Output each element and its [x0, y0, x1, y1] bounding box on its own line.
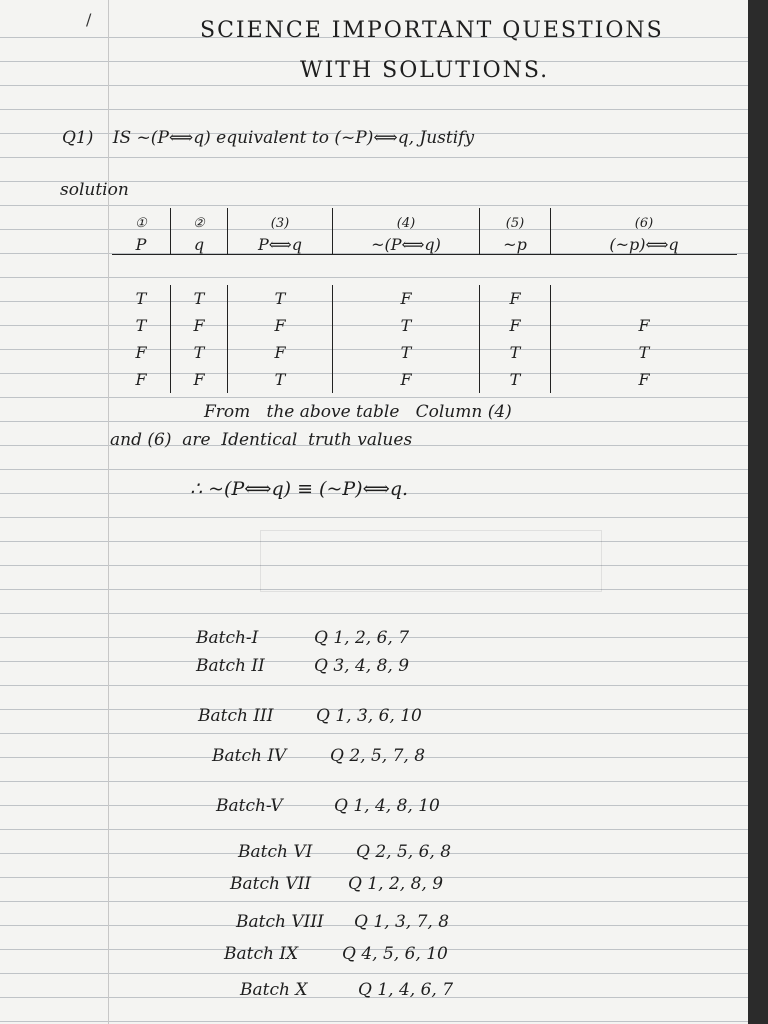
batch-label: Batch III [198, 706, 274, 726]
batch-label: Batch IX [224, 944, 299, 964]
table-cell: F [171, 312, 228, 339]
column-number: (3) [270, 216, 290, 231]
batch-label: Batch VI [238, 842, 313, 862]
table-cell [551, 285, 738, 312]
table-cell: F [480, 312, 551, 339]
batch-entry [224, 944, 448, 964]
conclusion-line-2: and (6) are Identical truth values [110, 430, 413, 450]
header-cell [112, 208, 171, 255]
batch-entry [236, 912, 449, 932]
batch-entry [230, 874, 443, 894]
batch-label: Batch X [240, 980, 308, 1000]
question-line [62, 128, 474, 148]
header-cell [551, 208, 738, 255]
batch-entry [196, 656, 409, 676]
table-cell: F [480, 285, 551, 312]
question-number: Q1) [62, 128, 94, 148]
batch-entry [198, 706, 422, 726]
batch-questions: Q 1, 3, 6, 10 [316, 706, 422, 726]
table-cell: T [480, 366, 551, 393]
table-row [112, 366, 737, 393]
batch-entry [196, 628, 409, 648]
batch-label: Batch IV [212, 746, 287, 766]
table-cell: T [171, 339, 228, 366]
header-cell [171, 208, 228, 255]
solution-label: solution [60, 180, 129, 200]
table-cell: F [171, 366, 228, 393]
column-number: (6) [634, 216, 654, 231]
table-row [112, 339, 737, 366]
bleed-through-smudge [260, 530, 602, 592]
truth-table-header-row [112, 208, 737, 255]
table-cell: T [333, 339, 480, 366]
batch-questions: Q 2, 5, 6, 8 [356, 842, 452, 862]
table-cell: T [228, 366, 333, 393]
batch-label: Batch VIII [236, 912, 324, 932]
table-row [112, 285, 737, 312]
batch-questions: Q 2, 5, 7, 8 [330, 746, 426, 766]
column-number: (5) [505, 216, 525, 231]
conclusion-line-1: From the above table Column (4) [204, 402, 512, 422]
batch-questions: Q 4, 5, 6, 10 [342, 944, 448, 964]
table-cell: F [333, 285, 480, 312]
header-cell [480, 208, 551, 255]
truth-table [112, 208, 737, 409]
header-cell [228, 208, 333, 255]
header-label: (~p)⟺q [609, 235, 679, 254]
table-cell: F [135, 370, 147, 389]
column-number: (4) [396, 216, 416, 231]
table-cell: T [171, 285, 228, 312]
column-number: ① [135, 216, 147, 231]
header-label: P [135, 235, 147, 254]
table-cell: F [228, 312, 333, 339]
batch-label: Batch II [196, 656, 265, 676]
table-cell: F [551, 312, 738, 339]
batch-questions: Q 3, 4, 8, 9 [314, 656, 410, 676]
header-label: ~(P⟺q) [371, 235, 441, 254]
question-text: IS ~(P⟺q) equivalent to (~P)⟺q, Justify [112, 128, 475, 148]
batch-label: Batch-I [196, 628, 259, 648]
batch-entry [212, 746, 425, 766]
batch-label: Batch-V [216, 796, 283, 816]
margin-line [108, 0, 109, 1024]
header-label: q [193, 235, 205, 254]
title-line-1: SCIENCE IMPORTANT QUESTIONS [200, 18, 664, 43]
table-cell: T [228, 285, 333, 312]
batch-questions: Q 1, 3, 7, 8 [354, 912, 450, 932]
corner-mark: / [86, 10, 92, 29]
table-cell: F [333, 366, 480, 393]
batch-questions: Q 1, 4, 8, 10 [334, 796, 440, 816]
conclusion-result: ∴ ~(P⟺q) ≡ (~P)⟺q. [190, 478, 409, 500]
title-line-2: WITH SOLUTIONS. [300, 58, 550, 83]
batch-label: Batch VII [230, 874, 312, 894]
column-number: ② [193, 216, 205, 231]
batch-questions: Q 1, 2, 8, 9 [348, 874, 444, 894]
batch-questions: Q 1, 4, 6, 7 [358, 980, 454, 1000]
batch-entry [216, 796, 440, 816]
table-cell: F [135, 343, 147, 362]
table-cell: T [135, 316, 147, 335]
batch-questions: Q 1, 2, 6, 7 [314, 628, 410, 648]
table-cell: T [135, 289, 147, 308]
batch-entry [240, 980, 453, 1000]
header-label: ~p [503, 235, 527, 254]
table-row [112, 312, 737, 339]
header-cell [333, 208, 480, 255]
table-cell: T [333, 312, 480, 339]
table-cell: T [480, 339, 551, 366]
table-cell: T [551, 339, 738, 366]
table-cell: F [551, 366, 738, 393]
header-label: P⟺q [258, 235, 302, 254]
batch-entry [238, 842, 451, 862]
table-cell: F [228, 339, 333, 366]
